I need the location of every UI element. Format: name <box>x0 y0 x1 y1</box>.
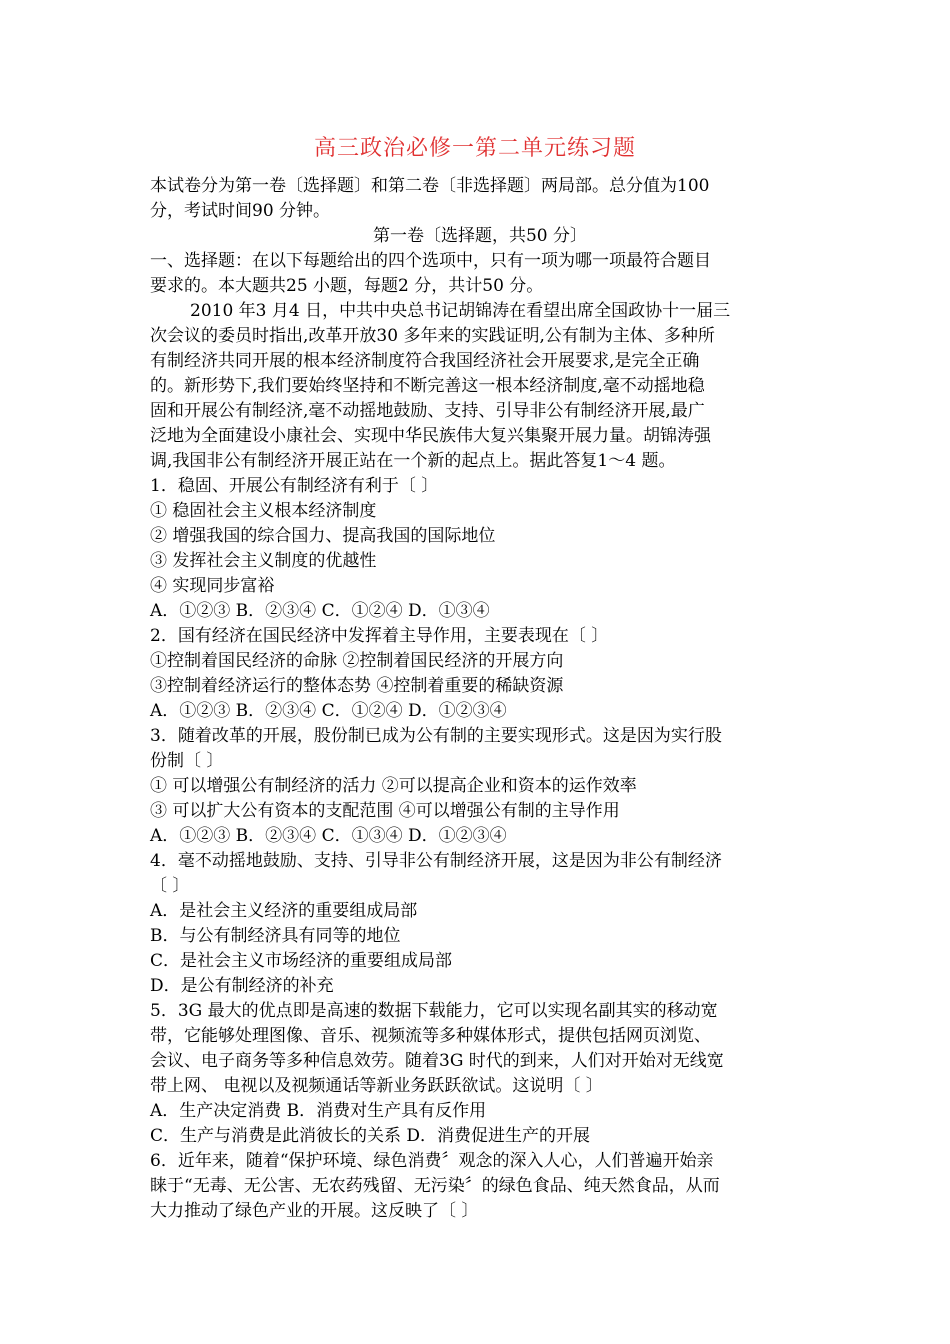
intro-line: 本试卷分为第一卷〔选择题〕和第二卷〔非选择题〕两局部。总分值为100 <box>150 176 710 196</box>
question-line: 2．国有经济在国民经济中发挥着主导作用，主要表现在〔 〕 <box>150 626 609 646</box>
option-line: C．是社会主义市场经济的重要组成局部 <box>150 951 453 971</box>
passage-line: 的。新形势下,我们要始终坚持和不断完善这一根本经济制度,毫不动摇地稳 <box>150 376 705 396</box>
section-heading: 第一卷〔选择题，共50 分〕 <box>372 226 588 246</box>
answer-choices-line: A．①②③ B．②③④ C．①③④ D．①②③④ <box>150 826 507 846</box>
question-line: 会议、电子商务等多种信息效劳。随着3G 时代的到来，人们对开始对无线宽 <box>150 1051 724 1071</box>
instruction-line: 要求的。本大题共25 小题，每题2 分，共计50 分。 <box>150 276 544 296</box>
option-line: ④ 实现同步富裕 <box>150 576 275 596</box>
option-line: ③控制着经济运行的整体态势 ④控制着重要的稀缺资源 <box>150 676 564 696</box>
option-line: ① 稳固社会主义根本经济制度 <box>150 501 377 521</box>
option-line: C．生产与消费是此消彼长的关系 D．消费促进生产的开展 <box>150 1126 591 1146</box>
question-line: 大力推动了绿色产业的开展。这反映了〔 〕 <box>150 1201 479 1221</box>
option-line: D．是公有制经济的补充 <box>150 976 334 996</box>
answer-choices-line: A．①②③ B．②③④ C．①②④ D．①③④ <box>150 601 490 621</box>
question-line: 3．随着改革的开展，股份制已成为公有制的主要实现形式。这是因为实行股 <box>150 726 722 746</box>
option-line: ①控制着国民经济的命脉 ②控制着国民经济的开展方向 <box>150 651 564 671</box>
passage-line: 2010 年3 月4 日，中共中央总书记胡锦涛在看望出席全国政协十一届三 <box>190 301 731 321</box>
passage-line: 调,我国非公有制经济开展正站在一个新的起点上。据此答复1～4 题。 <box>150 451 676 471</box>
instruction-line: 一、选择题：在以下每题给出的四个选项中，只有一项为哪一项最符合题目 <box>150 251 711 271</box>
option-line: ① 可以增强公有制经济的活力 ②可以提高企业和资本的运作效率 <box>150 776 637 796</box>
answer-choices-line: A．①②③ B．②③④ C．①②④ D．①②③④ <box>150 701 507 721</box>
option-line: ③ 可以扩大公有资本的支配范围 ④可以增强公有制的主导作用 <box>150 801 620 821</box>
passage-line: 固和开展公有制经济,毫不动摇地鼓励、支持、引导非公有制经济开展,最广 <box>150 401 705 421</box>
document-title: 高三政治必修一第二单元练习题 <box>313 136 636 161</box>
intro-line: 分，考试时间90 分钟。 <box>150 201 331 221</box>
question-line: 6．近年来，随着“保护环境、绿色消费〞观念的深入人心，人们普遍开始亲 <box>150 1151 714 1171</box>
question-line: 带，它能够处理图像、音乐、视频流等多种媒体形式，提供包括网页浏览、 <box>150 1026 711 1046</box>
question-line: 4．毫不动摇地鼓励、支持、引导非公有制经济开展，这是因为非公有制经济 <box>150 851 722 871</box>
passage-line: 有制经济共同开展的根本经济制度符合我国经济社会开展要求,是完全正确 <box>150 351 700 371</box>
question-line: 带上网、 电视以及视频通话等新业务跃跃欲试。这说明〔 〕 <box>150 1076 603 1096</box>
document-body <box>150 174 810 1224</box>
option-line: B．与公有制经济具有同等的地位 <box>150 926 401 946</box>
option-line: A．是社会主义经济的重要组成局部 <box>150 901 418 921</box>
question-line: 份制〔 〕 <box>150 751 224 771</box>
option-line: ③ 发挥社会主义制度的优越性 <box>150 551 377 571</box>
question-line: 睐于“无毒、无公害、无农药残留、无污染〞的绿色食品、纯天然食品，从而 <box>150 1176 720 1196</box>
question-line: 1．稳固、开展公有制经济有利于〔 〕 <box>150 476 439 496</box>
passage-line: 次会议的委员时指出,改革开放30 多年来的实践证明,公有制为主体、多种所 <box>150 326 715 346</box>
question-line: 〔 〕 <box>150 876 190 896</box>
question-line: 5．3G 最大的优点即是高速的数据下载能力，它可以实现名副其实的移动宽 <box>150 1001 718 1021</box>
option-line: A．生产决定消费 B．消费对生产具有反作用 <box>150 1101 487 1121</box>
option-line: ② 增强我国的综合国力、提高我国的国际地位 <box>150 526 496 546</box>
passage-line: 泛地为全面建设小康社会、实现中华民族伟大复兴集聚开展力量。胡锦涛强 <box>150 426 711 446</box>
